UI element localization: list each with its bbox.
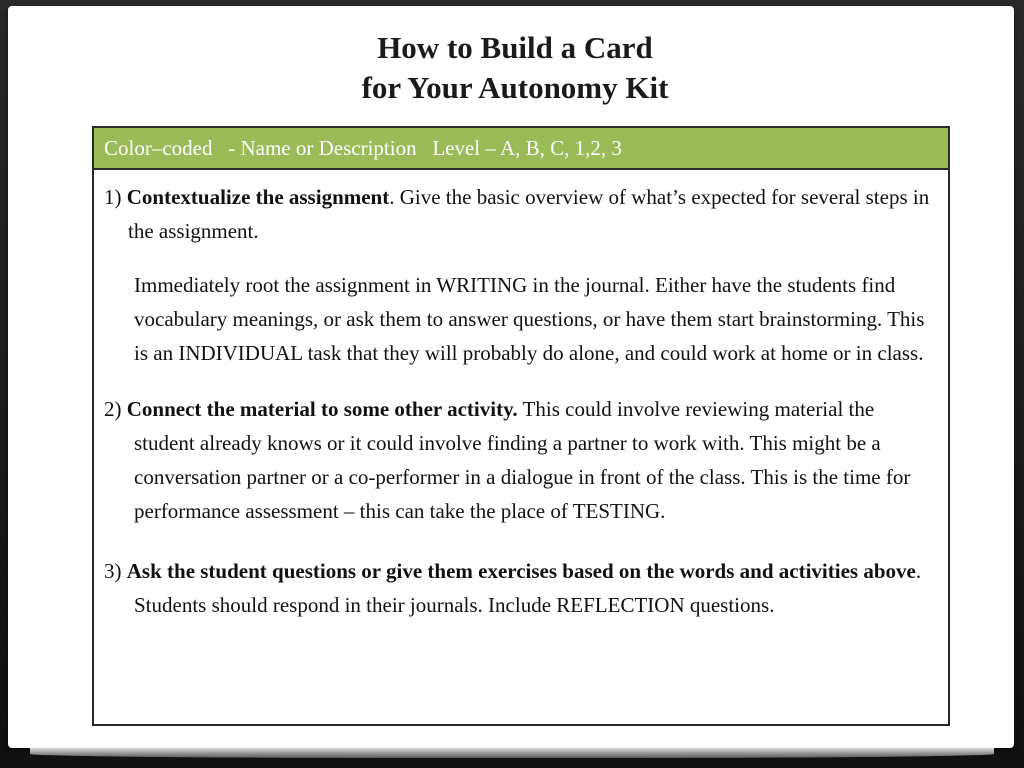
step-3-number: 3) — [104, 559, 127, 583]
slide-title — [8, 28, 1022, 108]
step-3 — [104, 554, 936, 622]
table-header: Color–coded - Name or Description Level – A, B, C, 1,2, 3 — [94, 128, 948, 170]
step-2 — [104, 392, 936, 528]
step-3-text: . Students should respond in their journals. Include REFLECTION questions. — [134, 559, 922, 617]
step-2-text: This could involve reviewing material the student already knows or it could involve finding a partner to work with. This might be a conversation partner or a co-performer in a dialogue in front of the class. This is the time for performance assessment – this can take the place of TESTING. — [134, 397, 911, 523]
table-body — [94, 170, 948, 622]
step-1-detail: Immediately root the assignment in WRITING in the journal. Either have the students find vocabulary meanings, or ask them to answer questions, or have them start brainstorming. This is an INDIVIDUAL task that they will probably do alone, and could work at home or in class. — [134, 273, 925, 365]
step-1-number: 1) — [104, 185, 127, 209]
step-3-heading: Ask the student questions or give them exercises based on the words and activities above — [126, 559, 916, 583]
title-line-1: How to Build a Card — [377, 30, 653, 65]
step-2-number: 2) — [104, 397, 127, 421]
step-1-heading: Contextualize the assignment — [126, 185, 390, 209]
slide — [8, 6, 1014, 748]
step-1 — [104, 180, 936, 248]
slide-shadow — [30, 748, 994, 758]
title-line-2: for Your Autonomy Kit — [361, 70, 669, 105]
card-table — [92, 126, 950, 726]
step-1-text: . Give the basic overview of what’s expected for several steps in the assignment. — [128, 185, 930, 243]
step-2-heading: Connect the material to some other activity. — [126, 397, 518, 421]
